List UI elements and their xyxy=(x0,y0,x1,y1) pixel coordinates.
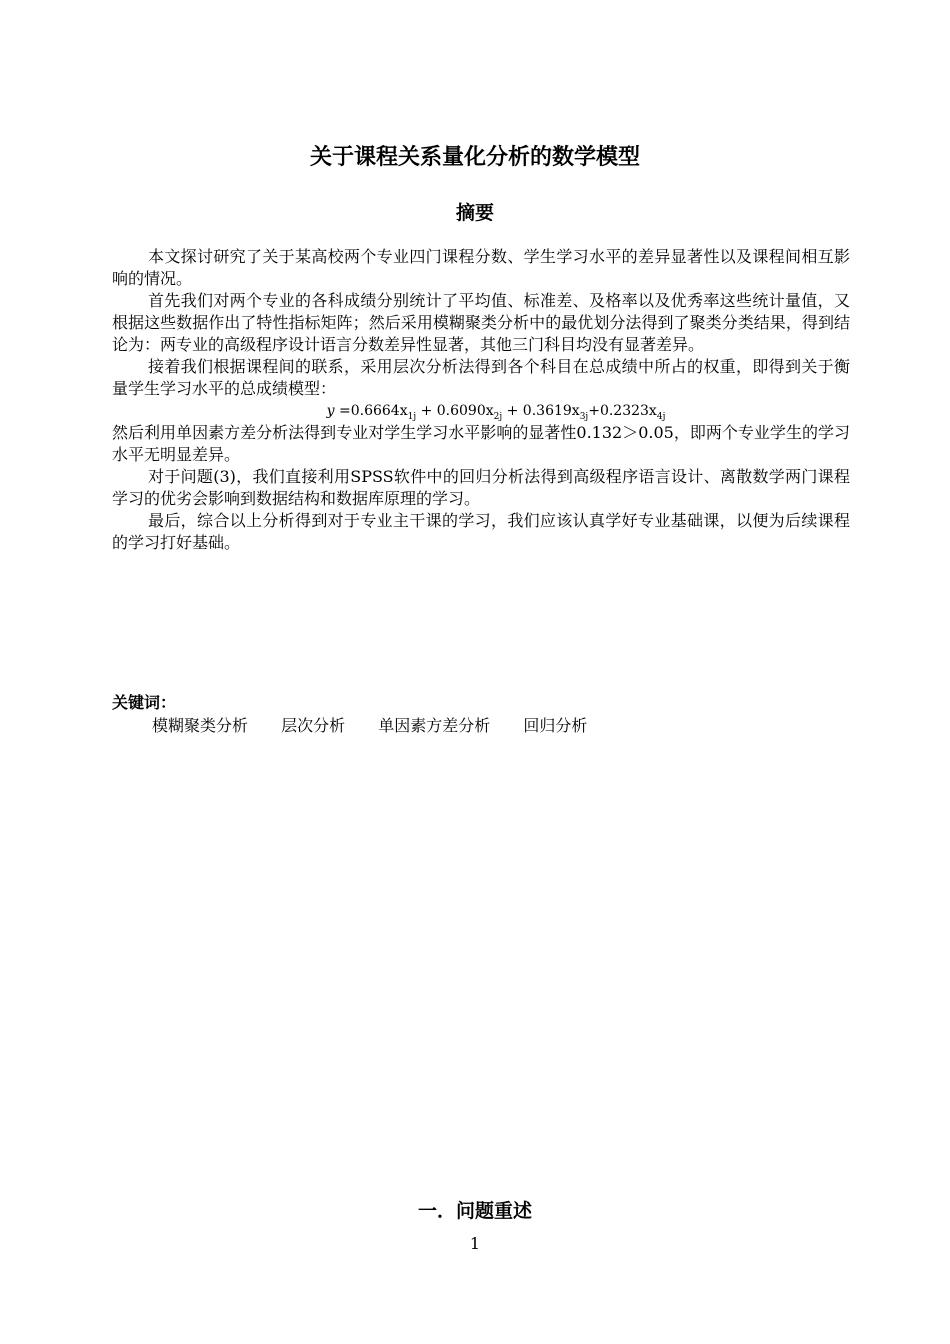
keywords-list xyxy=(152,713,615,736)
abstract-paragraph-4: 然后利用单因素方差分析法得到专业对学生学习水平影响的显著性0.132＞0.05，即两个专业学生的学习水平无明显差异。 xyxy=(112,423,850,464)
formula-sub-1: 1j xyxy=(407,411,417,422)
paper-title: 关于课程关系量化分析的数学模型 xyxy=(309,145,640,170)
formula-sub-3: 3j xyxy=(579,411,589,422)
formula-y: y xyxy=(326,403,335,419)
formula-term-2: + 0.6090x xyxy=(416,403,494,419)
keyword-item: 回归分析 xyxy=(523,716,588,735)
keywords-heading: 关键词： xyxy=(112,693,177,712)
keyword-item: 模糊聚类分析 xyxy=(152,716,249,735)
formula-term-4: +0.2323x xyxy=(588,403,657,419)
formula-term-1: =0.6664x xyxy=(334,403,408,419)
formula-term-3: + 0.3619x xyxy=(502,403,580,419)
abstract-heading: 摘要 xyxy=(455,202,494,224)
abstract-body xyxy=(112,246,850,554)
abstract-paragraph-5: 对于问题(3)，我们直接利用SPSS软件中的回归分析法得到高级程序语言设计、离散数学两门课程学习的优劣会影响到数据结构和数据库原理的学习。 xyxy=(112,467,850,508)
abstract-paragraph-1: 本文探讨研究了关于某高校两个专业四门课程分数、学生学习水平的差异显著性以及课程间相互影响的情况。 xyxy=(112,247,850,288)
keyword-item: 单因素方差分析 xyxy=(378,716,491,735)
section-heading: 一．问题重述 xyxy=(417,1200,532,1222)
abstract-paragraph-3: 接着我们根据课程间的联系，采用层次分析法得到各个科目在总成绩中所占的权重，即得到关于衡量学生学习水平的总成绩模型： xyxy=(112,357,850,398)
formula-sub-4: 4j xyxy=(656,411,666,422)
abstract-paragraph-2: 首先我们对两个专业的各科成绩分别统计了平均值、标准差、及格率以及优秀率这些统计量值，又根据这些数据作出了特性指标矩阵；然后采用模糊聚类分析中的最优划分法得到了聚类分类结果，得到结论为：两专业的高级程序设计语言分数差异性显著，其他三门科目均没有显著差异。 xyxy=(112,291,850,354)
abstract-paragraph-6: 最后，综合以上分析得到对于专业主干课的学习，我们应该认真学好专业基础课，以便为后续课程的学习打好基础。 xyxy=(112,511,850,552)
total-score-formula xyxy=(112,400,850,422)
page-number: 1 xyxy=(469,1234,481,1253)
keyword-item: 层次分析 xyxy=(281,716,346,735)
formula-sub-2: 2j xyxy=(493,411,503,422)
